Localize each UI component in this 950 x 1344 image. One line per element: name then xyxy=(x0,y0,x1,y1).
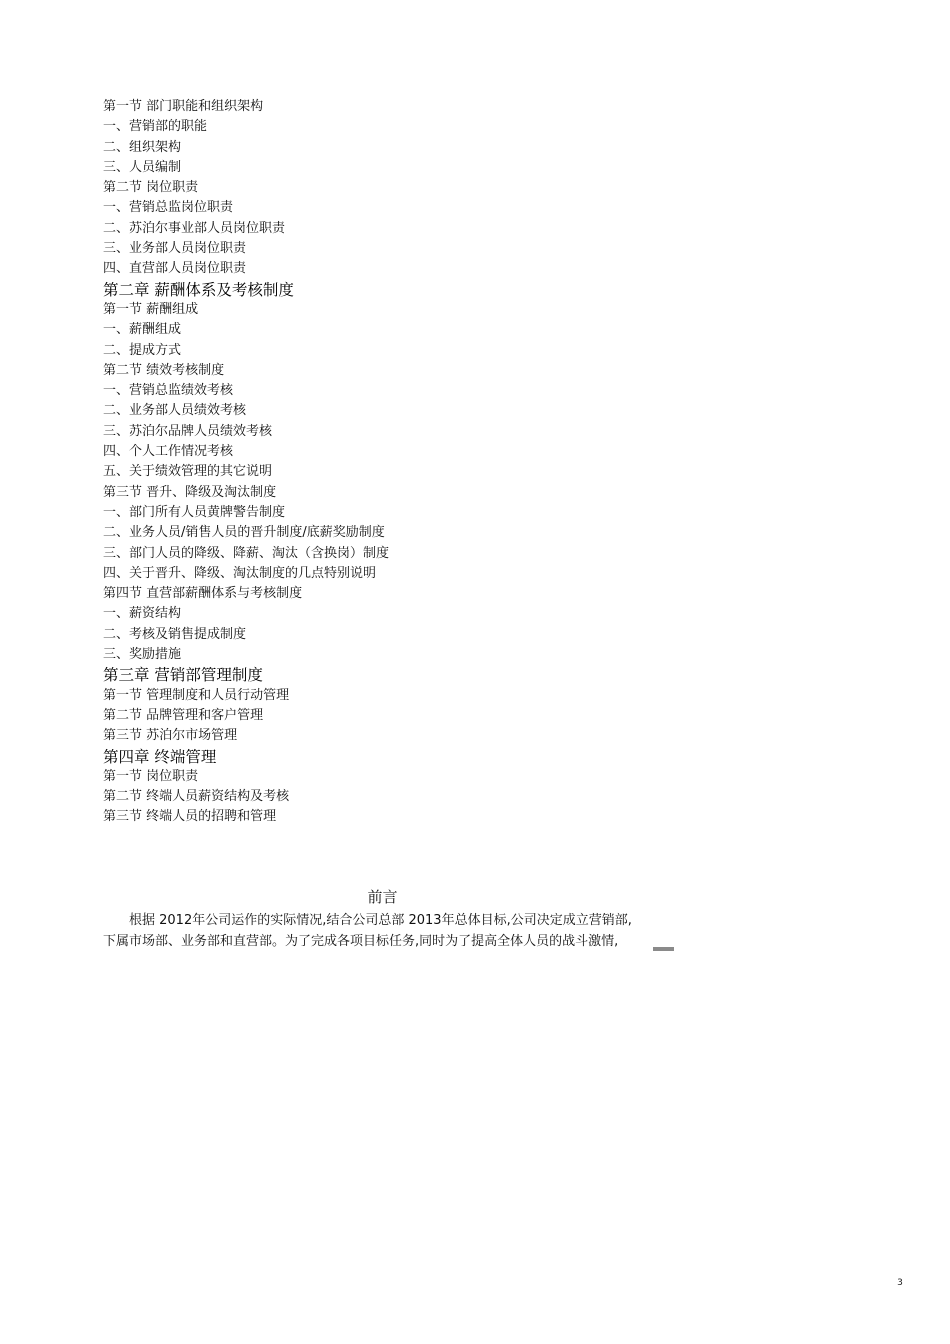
toc-section-entry: 第二节 绩效考核制度 xyxy=(103,362,225,378)
toc-item-entry: 一、营销部的职能 xyxy=(103,119,208,135)
toc-item-entry: 三、人员编制 xyxy=(103,159,182,175)
toc-item-entry: 五、关于绩效管理的其它说明 xyxy=(103,464,273,480)
toc-item-entry: 一、营销总监绩效考核 xyxy=(103,383,234,399)
preface-line-1: 根据 2012年公司运作的实际情况,结合公司总部 2013年总体目标,公司决定成立营销部, xyxy=(129,913,632,928)
toc-item-entry: 一、部门所有人员黄牌警告制度 xyxy=(103,504,286,520)
toc-item-entry: 一、薪酬组成 xyxy=(103,322,182,338)
page-number: 3 xyxy=(897,1278,903,1288)
toc-item-entry: 二、组织架构 xyxy=(103,139,182,155)
toc-section-entry: 第二节 品牌管理和客户管理 xyxy=(103,707,264,723)
toc-item-entry: 三、苏泊尔品牌人员绩效考核 xyxy=(103,423,273,439)
toc-section-entry: 第四节 直营部薪酬体系与考核制度 xyxy=(103,586,303,602)
toc-item-entry: 二、业务部人员绩效考核 xyxy=(103,403,247,419)
toc-item-entry: 一、薪资结构 xyxy=(103,606,182,622)
preface-title xyxy=(0,887,765,907)
redaction-mark xyxy=(653,947,674,951)
toc-section-entry: 第一节 部门职能和组织架构 xyxy=(103,99,264,114)
toc-item-entry: 二、业务人员/销售人员的晋升制度/底薪奖励制度 xyxy=(103,525,385,541)
toc-item-entry: 二、苏泊尔事业部人员岗位职责 xyxy=(103,220,286,236)
preface-line-2: 下属市场部、业务部和直营部。为了完成各项目标任务,同时为了提高全体人员的战斗激情, xyxy=(103,934,619,949)
toc-item-entry: 三、部门人员的降级、降薪、淘汰（含换岗）制度 xyxy=(103,545,390,561)
toc-item-entry: 四、个人工作情况考核 xyxy=(103,444,234,460)
toc-section-entry: 第二节 终端人员薪资结构及考核 xyxy=(103,789,290,805)
toc-item-entry: 二、提成方式 xyxy=(103,342,182,358)
preface-title-text: 前言 xyxy=(367,888,398,906)
toc-section-entry: 第一节 岗位职责 xyxy=(103,768,199,784)
toc-section-entry: 第三节 晋升、降级及淘汰制度 xyxy=(103,484,277,500)
toc-item-entry: 三、奖励措施 xyxy=(103,647,182,663)
toc-item-entry: 四、关于晋升、降级、淘汰制度的几点特别说明 xyxy=(103,565,377,581)
toc-item-entry: 一、营销总监岗位职责 xyxy=(103,200,234,216)
toc-section-entry: 第三节 苏泊尔市场管理 xyxy=(103,728,238,744)
toc-section-entry: 第一节 管理制度和人员行动管理 xyxy=(103,687,290,703)
toc-section-entry: 第三节 终端人员的招聘和管理 xyxy=(103,809,277,825)
toc-chapter-heading: 第三章 营销部管理制度 xyxy=(103,666,263,685)
toc-item-entry: 三、业务部人员岗位职责 xyxy=(103,241,247,257)
toc-item-entry: 四、直营部人员岗位职责 xyxy=(103,261,247,277)
toc-chapter-heading: 第二章 薪酬体系及考核制度 xyxy=(103,280,294,299)
toc-item-entry: 二、考核及销售提成制度 xyxy=(103,626,247,642)
toc-section-entry: 第二节 岗位职责 xyxy=(103,180,199,196)
toc-section-entry: 第一节 薪酬组成 xyxy=(103,301,199,317)
table-of-contents xyxy=(103,97,803,828)
toc-chapter-heading: 第四章 终端管理 xyxy=(103,747,217,766)
preface-body xyxy=(103,910,663,952)
